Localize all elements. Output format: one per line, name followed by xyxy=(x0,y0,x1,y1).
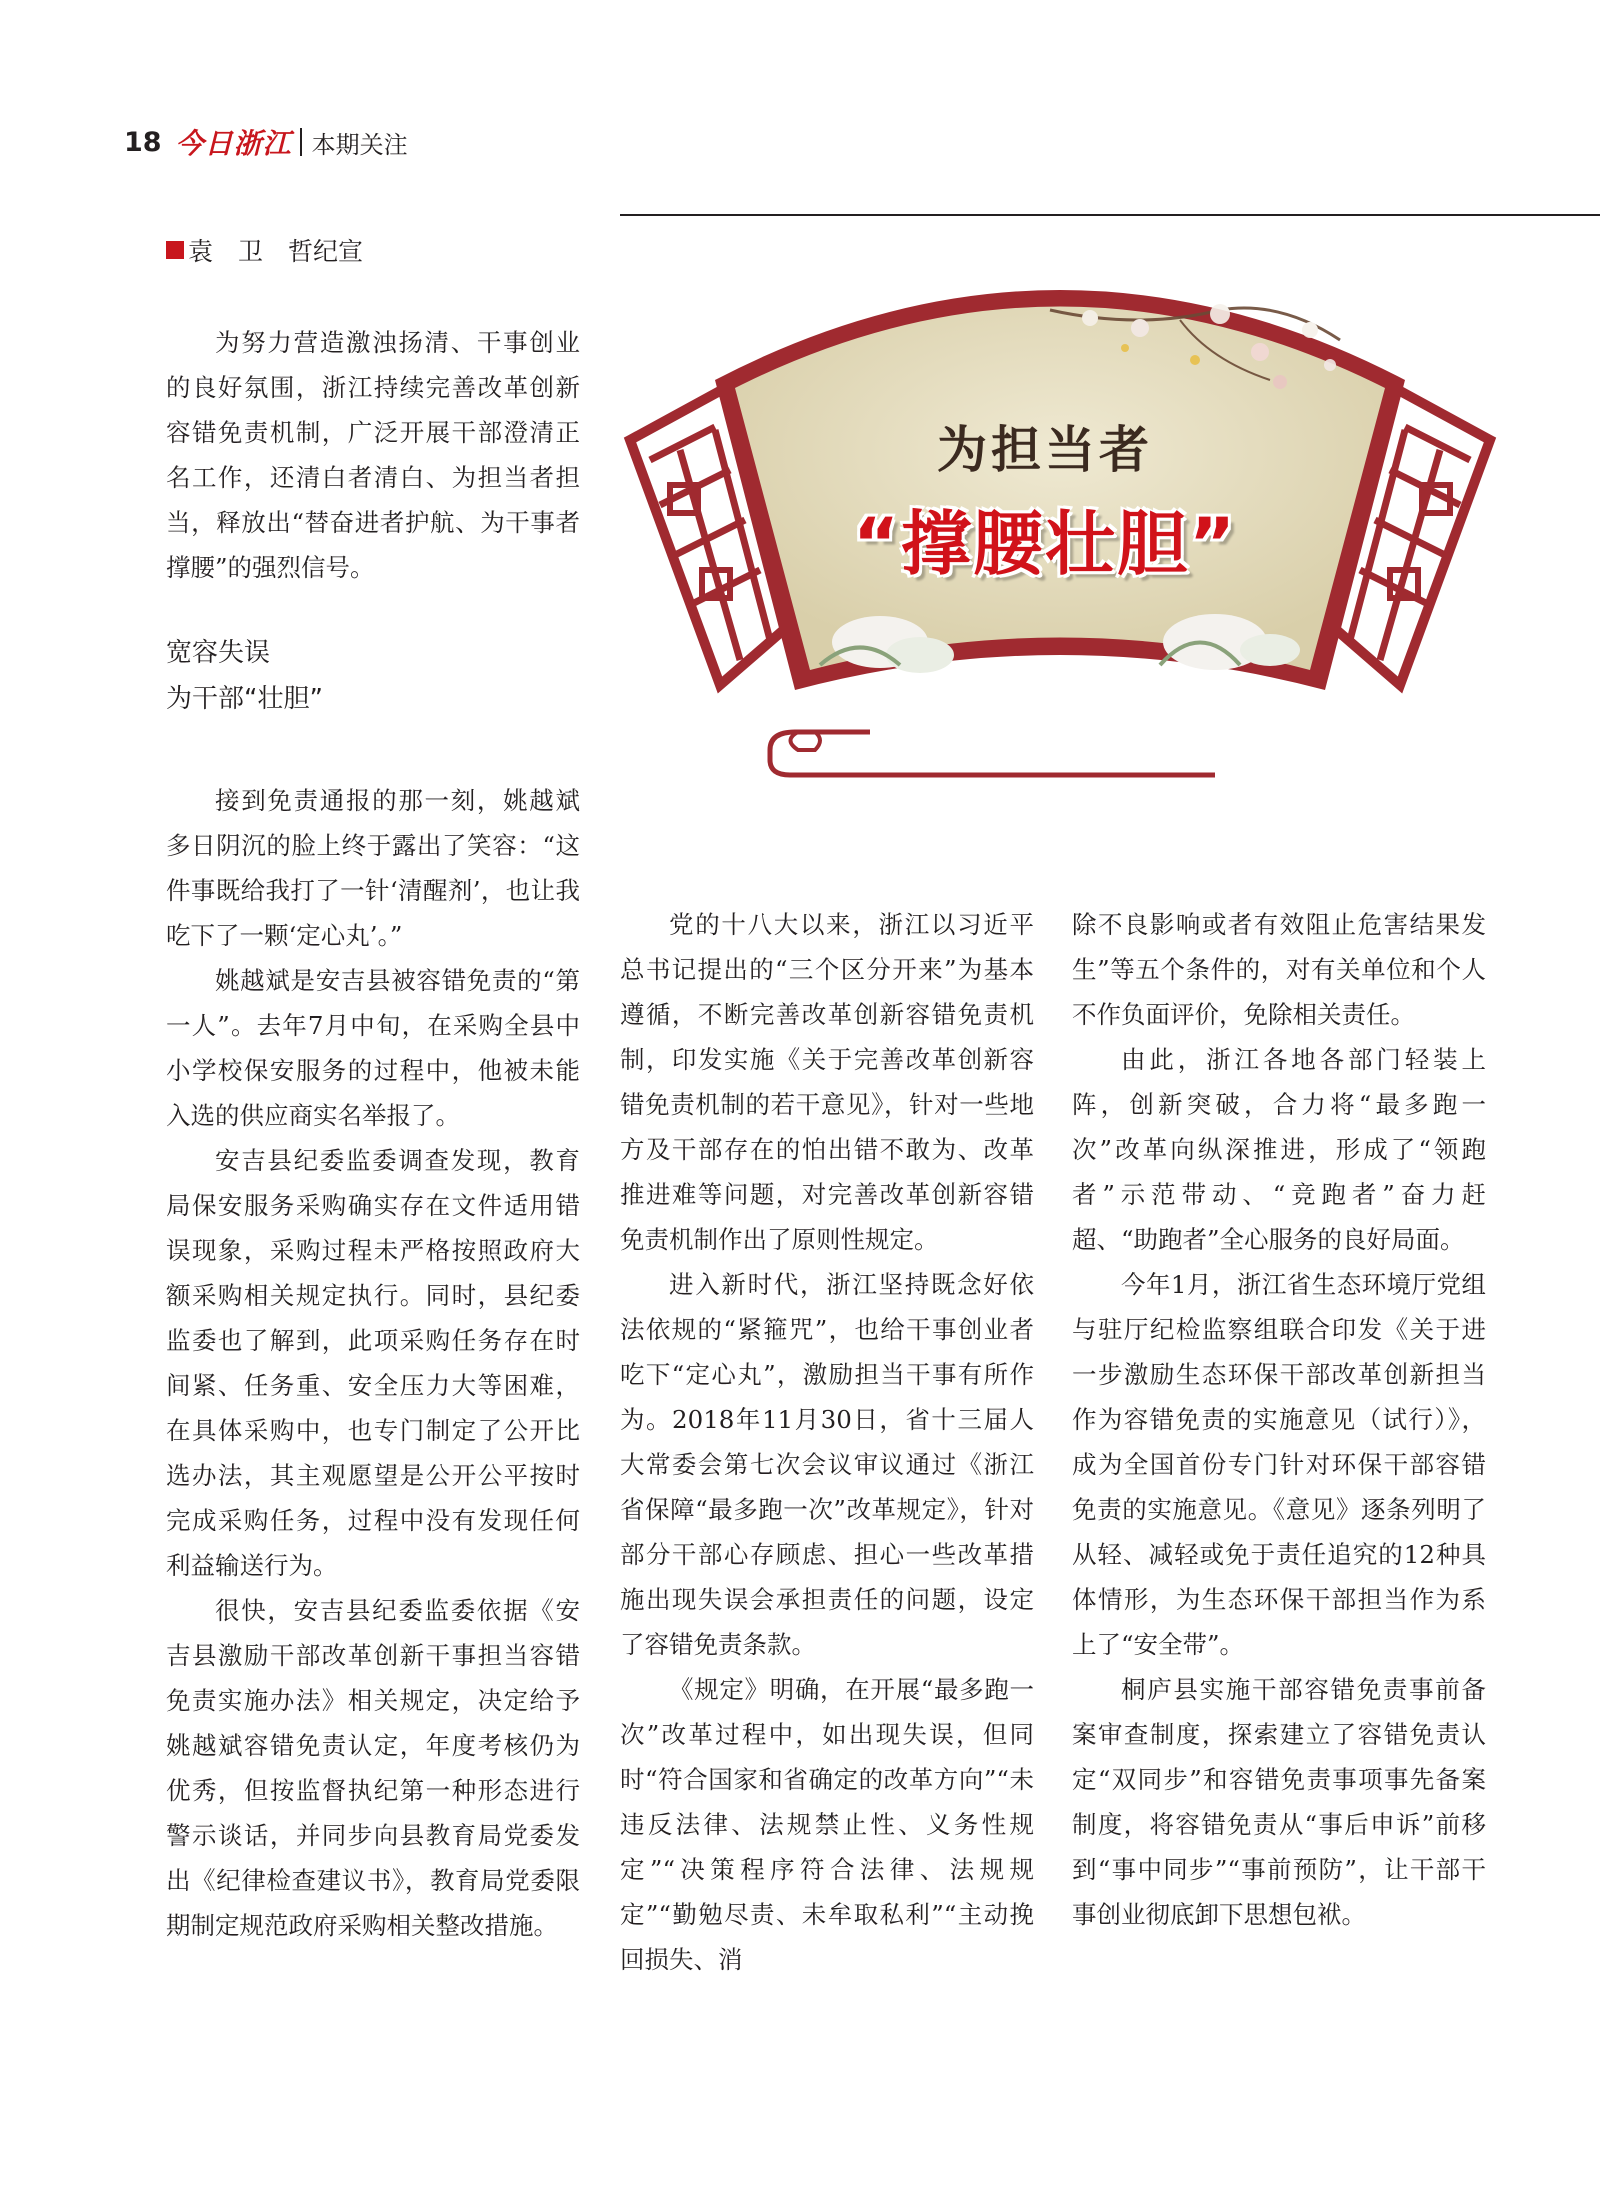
subheading-line-2: 为干部“壮胆” xyxy=(166,684,323,714)
byline-marker xyxy=(166,241,184,259)
body-paragraph: 由此，浙江各地各部门轻装上阵，创新突破，合力将“最多跑一次”改革向纵深推进，形成了“领跑者”示范带动、“竞跑者”奋力赶超、“助跑者”全心服务的良好局面。 xyxy=(1072,1045,1486,1254)
body-paragraph: 《规定》明确，在开展“最多跑一次”改革过程中，如出现失误，但同时“符合国家和省确定的改革方向”“未违反法律、法规禁止性、义务性规定”“决策程序符合法律、法规规定”“勤勉尽责、未牟取私利”“主动挽回损失、消 xyxy=(620,1675,1034,1974)
body-paragraph: 安吉县纪委监委调查发现，教育局保安服务采购确实存在文件适用错误现象，采购过程未严格按照政府大额采购相关规定执行。同时，县纪委监委也了解到，此项采购任务存在时间紧、任务重、安全压力大等困难，在具体采购中，也专门制定了公开比选办法，其主观愿望是公开公平按时完成采购任务，过程中没有发现任何利益输送行为。 xyxy=(166,1146,580,1580)
page-header xyxy=(124,122,408,162)
intro-paragraph: 为努力营造激浊扬清、干事创业的良好氛围，浙江持续完善改革创新容错免责机制，广泛开展干部澄清正名工作，还清白者清白、为担当者担当，释放出“替奋进者护航、为干事者撑腰”的强烈信号。 xyxy=(166,328,580,582)
section-label: 本期关注 xyxy=(311,130,408,159)
body-paragraph: 很快，安吉县纪委监委依据《安吉县激励干部改革创新干事担当容错免责实施办法》相关规定，决定给予姚越斌容错免责认定，年度考核仍为优秀，但按监督执纪第一种形态进行警示谈话，并同步向县教育局党委发出《纪律检查建议书》，教育局党委限期制定规范政府采购相关整改措施。 xyxy=(166,1596,580,1940)
top-rule xyxy=(620,214,1600,216)
body-paragraph-continued: 除不良影响或者有效阻止危害结果发生”等五个条件的，对有关单位和个人不作负面评价，免除相关责任。 xyxy=(1072,910,1486,1029)
body-paragraph: 进入新时代，浙江坚持既念好依法依规的“紧箍咒”，也给干事创业者吃下“定心丸”，激励担当干事有所作为。2018年11月30日，省十三届人大常委会第七次会议审议通过《浙江省保障“最多跑一次”改革规定》，针对部分干部心存顾虑、担心一些改革措施出现失误会承担责任的问题，设定了容错免责条款。 xyxy=(620,1270,1034,1659)
right-column xyxy=(1072,902,1486,1937)
middle-column xyxy=(620,902,1034,1982)
body-paragraph: 党的十八大以来，浙江以习近平总书记提出的“三个区分开来”为基本遵循，不断完善改革创新容错免责机制，印发实施《关于完善改革创新容错免责机制的若干意见》，针对一些地方及干部存在的怕出错不敢为、改革推进难等问题，对完善改革创新容错免责机制作出了原则性规定。 xyxy=(620,910,1034,1254)
left-column xyxy=(166,320,580,1948)
byline xyxy=(166,232,363,268)
author-names: 袁 卫 哲纪宣 xyxy=(188,237,364,266)
body-paragraph: 今年1月，浙江省生态环境厅党组与驻厅纪检监察组联合印发《关于进一步激励生态环保干部改革创新担当作为容错免责的实施意见（试行）》，成为全国首份专门针对环保干部容错免责的实施意见。《意见》逐条列明了从轻、减轻或免于责任追究的12种具体情形，为生态环保干部担当作为系上了“安全带”。 xyxy=(1072,1270,1486,1659)
body-paragraph: 桐庐县实施干部容错免责事前备案审查制度，探索建立了容错免责认定“双同步”和容错免责事项事先备案制度，将容错免责从“事后申诉”前移到“事中同步”“事前预防”，让干部干事创业彻底卸下思想包袱。 xyxy=(1072,1675,1486,1929)
page-number: 18 xyxy=(124,126,162,158)
feature-title-line-1: 为担当者 xyxy=(937,420,1153,479)
feature-title-line-2: “撑腰壮胆” xyxy=(852,503,1237,585)
body-paragraph: 接到免责通报的那一刻，姚越斌多日阴沉的脸上终于露出了笑容：“这件事既给我打了一针‘清醒剂’，也让我吃下了一颗‘定心丸’。” xyxy=(166,786,580,950)
header-divider xyxy=(300,128,302,156)
subheading-line-1: 宽容失误 xyxy=(166,638,271,668)
body-paragraph: 姚越斌是安吉县被容错免责的“第一人”。去年7月中旬，在采购全县中小学校保安服务的过程中，他被未能入选的供应商实名举报了。 xyxy=(166,966,580,1130)
ribbon-underline xyxy=(770,732,1215,775)
magazine-logo: 今日浙江 xyxy=(175,127,292,160)
fan-title-illustration xyxy=(620,270,1500,820)
